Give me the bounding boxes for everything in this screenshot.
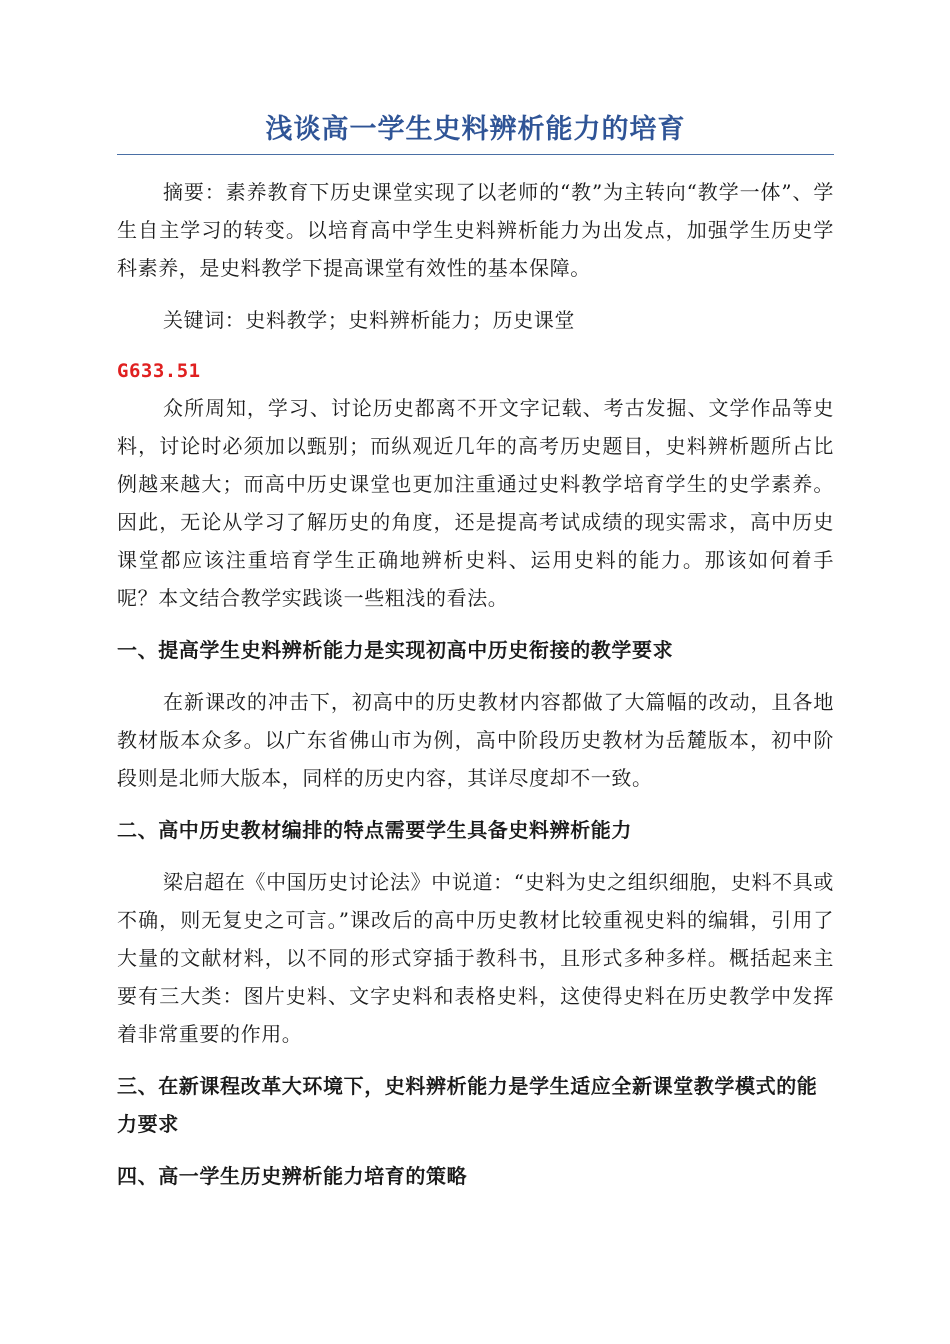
abstract-paragraph: 摘要：素养教育下历史课堂实现了以老师的“教”为主转向“教学一体”、学生自主学习的转变。以培育高中学生史料辨析能力为出发点，加强学生历史学科素养，是史料教学下提高课堂有效性的基本保障。: [117, 180, 834, 280]
section-body-1: 在新课改的冲击下，初高中的历史教材内容都做了大篇幅的改动，且各地教材版本众多。以广东省佛山市为例，高中阶段历史教材为岳麓版本，初中阶段则是北师大版本，同样的历史内容，其详尽度却不一致。: [117, 690, 834, 790]
document-page: [117, 110, 834, 1195]
section-heading-3: 三、在新课程改革大环境下，史料辨析能力是学生适应全新课堂教学模式的能力要求: [117, 1074, 818, 1136]
section-body-2: 梁启超在《中国历史讨论法》中说道：“史料为史之组织细胞，史料不具或不确，则无复史之可言。”课改后的高中历史教材比较重视史料的编辑，引用了大量的文献材料，以不同的形式穿插于教科书，且形式多种多样。概括起来主要有三大类：图片史料、文字史料和表格史料，这使得史料在历史教学中发挥着非常重要的作用。: [117, 870, 834, 1046]
intro-paragraph: 众所周知，学习、讨论历史都离不开文字记载、考古发掘、文学作品等史料，讨论时必须加以甄别；而纵观近几年的高考历史题目，史料辨析题所占比例越来越大；而高中历史课堂也更加注重通过史料教学培育学生的史学素养。因此，无论从学习了解历史的角度，还是提高考试成绩的现实需求，高中历史课堂都应该注重培育学生正确地辨析史料、运用史料的能力。那该如何着手呢？本文结合教学实践谈一些粗浅的看法。: [117, 396, 834, 610]
section-heading-4: 四、高一学生历史辨析能力培育的策略: [117, 1164, 468, 1188]
section-heading-1: 一、提高学生史料辨析能力是实现初高中历史衔接的教学要求: [117, 638, 674, 662]
classification-code: G633.51: [117, 360, 201, 382]
section-heading-2: 二、高中历史教材编排的特点需要学生具备史料辨析能力: [117, 818, 632, 842]
keywords-line: 关键词：史料教学；史料辨析能力；历史课堂: [163, 308, 575, 332]
document-title: 浅谈高一学生史料辨析能力的培育: [117, 110, 834, 155]
